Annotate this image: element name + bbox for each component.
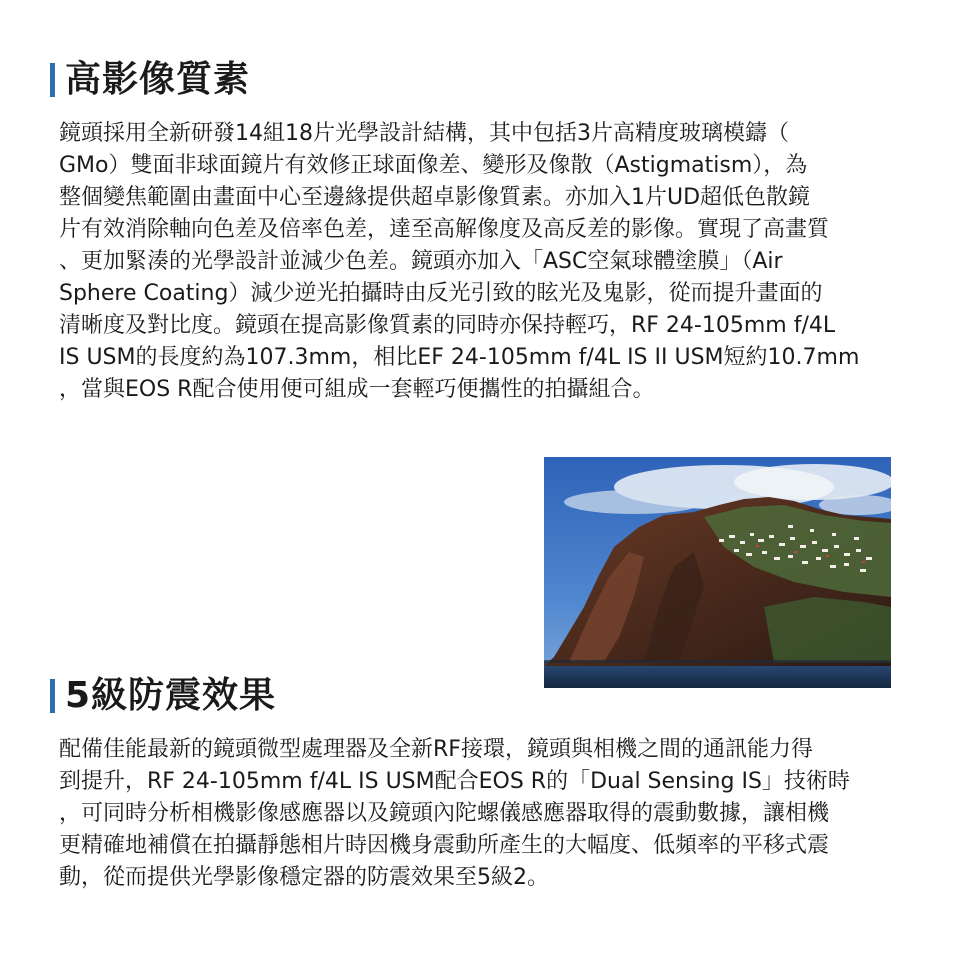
heading-title: 高影像質素 bbox=[65, 59, 251, 100]
paragraph-line: ，可同時分析相機影像感應器以及鏡頭內陀螺儀感應器取得的震動數據，讓相機 bbox=[59, 801, 830, 826]
heading-accent-bar bbox=[50, 63, 55, 97]
sample-photo-coastal-cliff bbox=[544, 457, 891, 688]
paragraph-line: 到提升，RF 24-105mm f/4L IS USM配合EOS R的「Dual Sensing IS」技術時 bbox=[59, 769, 850, 794]
paragraph-image-quality bbox=[59, 118, 859, 406]
paragraph-line: 更精確地補償在拍攝靜態相片時因機身震動所產生的大幅度、低頻率的平移式震 bbox=[59, 833, 830, 858]
paragraph-line: ，當與EOS R配合使用便可組成一套輕巧便攜性的拍攝組合。 bbox=[59, 377, 655, 402]
paragraph-line: 整個變焦範圍由畫面中心至邊緣提供超卓影像質素。亦加入1片UD超低色散鏡 bbox=[59, 185, 811, 210]
paragraph-line: 片有效消除軸向色差及倍率色差，達至高解像度及高反差的影像。實現了高畫質 bbox=[59, 217, 830, 242]
paragraph-line: 清晰度及對比度。鏡頭在提高影像質素的同時亦保持輕巧，RF 24-105mm f/4L bbox=[59, 313, 836, 338]
section-heading-image-quality bbox=[50, 59, 251, 100]
paragraph-line: 鏡頭採用全新研發14組18片光學設計結構，其中包括3片高精度玻璃模鑄（ bbox=[59, 121, 789, 146]
paragraph-line: IS USM的長度約為107.3mm，相比EF 24-105mm f/4L IS II USM短約10.7mm bbox=[59, 345, 860, 370]
paragraph-line: 、更加緊湊的光學設計並減少色差。鏡頭亦加入「ASC空氣球體塗膜」（Air bbox=[59, 249, 783, 274]
paragraph-line: GMo）雙面非球面鏡片有效修正球面像差、變形及像散（Astigmatism），為 bbox=[59, 153, 808, 178]
heading-title: 5級防震效果 bbox=[65, 675, 277, 716]
paragraph-line: 配備佳能最新的鏡頭微型處理器及全新RF接環，鏡頭與相機之間的通訊能力得 bbox=[59, 737, 813, 762]
paragraph-line: 動，從而提供光學影像穩定器的防震效果至5級2。 bbox=[59, 865, 549, 890]
paragraph-line: Sphere Coating）減少逆光拍攝時由反光引致的眩光及鬼影，從而提升畫面的 bbox=[59, 281, 823, 306]
heading-accent-bar bbox=[50, 679, 55, 713]
section-heading-stabilization bbox=[50, 675, 277, 716]
paragraph-stabilization bbox=[59, 734, 850, 894]
